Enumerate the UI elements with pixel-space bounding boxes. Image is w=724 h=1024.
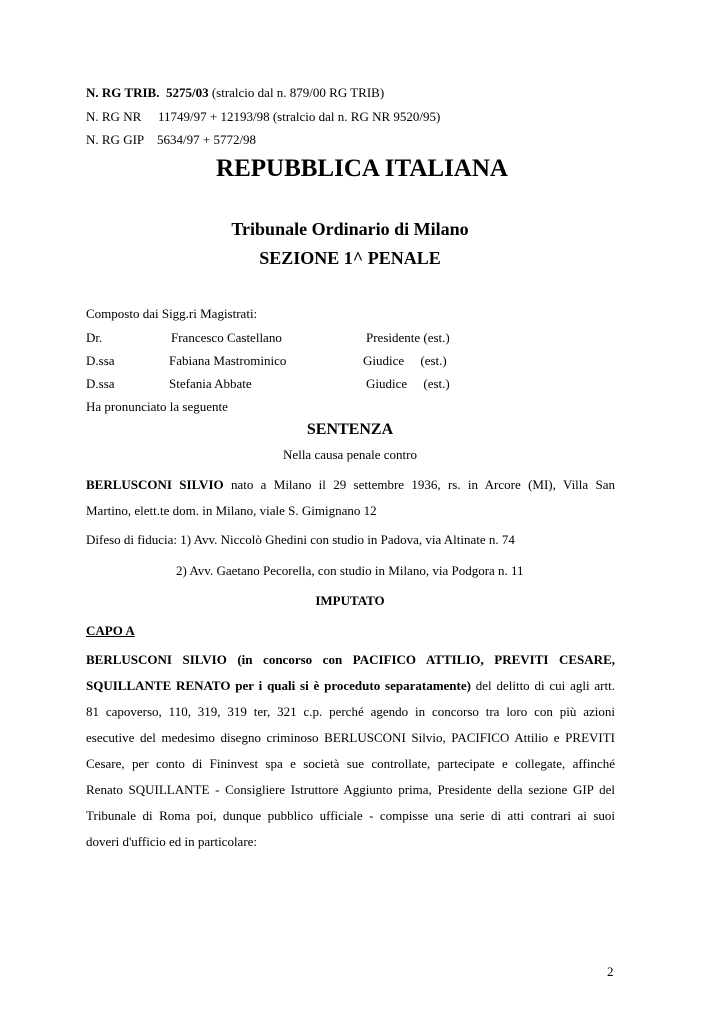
- sentenza-subheading: Nella causa penale contro: [283, 447, 417, 462]
- rg-gip-line: [86, 132, 256, 148]
- charge-line-2-text: del delitto di cui agli artt.: [470, 678, 615, 693]
- judge-name-3: Stefania Abbate: [169, 376, 252, 391]
- judge-title-2: D.ssa: [86, 353, 115, 368]
- rg-trib-number: 5275/03: [165, 85, 209, 100]
- charge-paragraph: [86, 647, 615, 855]
- charge-line-8: doveri d'ufficio ed in particolare:: [86, 834, 258, 849]
- defense-line-2: 2) Avv. Gaetano Pecorella, con studio in Milano, via Podgora n. 11: [176, 563, 524, 578]
- page-number: 2: [607, 964, 614, 979]
- document-title: REPUBBLICA ITALIANA: [216, 155, 508, 182]
- defendant-name: BERLUSCONI SILVIO: [86, 477, 224, 492]
- rg-nr-line: [86, 109, 440, 125]
- defendant-line-2: Martino, elett.te dom. in Milano, viale S. Gimignano 12: [86, 503, 377, 518]
- rg-gip-value: 5634/97 + 5772/98: [157, 132, 257, 147]
- sentenza-heading: SENTENZA: [306, 421, 394, 438]
- judge-name-2: Fabiana Mastrominico: [169, 353, 287, 368]
- charge-line-2-bold: SQUILLANTE RENATO per i quali si è proceduto separatamente): [86, 678, 471, 693]
- defendant-paragraph: [86, 472, 615, 524]
- charge-line-2: [86, 673, 615, 699]
- charge-line-6: Renato SQUILLANTE - Consigliere Istruttore Aggiunto prima, Presidente della sezione GIP del: [86, 782, 615, 797]
- capo-heading: CAPO A: [86, 623, 135, 638]
- judge-name-1: Francesco Castellano: [171, 330, 282, 345]
- rg-trib-label: N. RG TRIB.: [86, 85, 160, 100]
- imputato-heading: IMPUTATO: [315, 593, 385, 608]
- defendant-line-1-text: nato a Milano il 29 settembre 1936, rs. in Arcore (MI), Villa San: [230, 477, 615, 492]
- rg-trib-line: [86, 85, 384, 101]
- charge-line-3: 81 capoverso, 110, 319, 319 ter, 321 c.p. perché agendo in concorso tra loro con più azioni: [86, 704, 615, 719]
- composition-intro: Composto dai Sigg.ri Magistrati:: [86, 306, 258, 321]
- rg-gip-label: N. RG GIP: [86, 132, 145, 147]
- rg-nr-value: 11749/97 + 12193/98 (stralcio dal n. RG NR 9520/95): [158, 109, 441, 124]
- defense-line-1: Difeso di fiducia: 1) Avv. Niccolò Ghedini con studio in Padova, via Altinate n. 74: [86, 532, 515, 547]
- judge-title-3: D.ssa: [86, 376, 115, 391]
- judge-role-2: Giudice (est.): [363, 353, 447, 368]
- judge-title-1: Dr.: [86, 330, 103, 345]
- court-name: Tribunale Ordinario di Milano: [231, 219, 469, 239]
- charge-line-7: Tribunale di Roma poi, dunque pubblico ufficiale - compisse una serie di atti contrari ai suoi: [86, 808, 615, 823]
- rg-nr-label: N. RG NR: [86, 109, 142, 124]
- composition-outro: Ha pronunciato la seguente: [86, 399, 228, 414]
- charge-line-1: BERLUSCONI SILVIO (in concorso con PACIFICO ATTILIO, PREVITI CESARE,: [86, 652, 615, 667]
- defendant-line-1: [86, 472, 615, 498]
- court-section: SEZIONE 1^ PENALE: [259, 248, 441, 268]
- charge-line-4: esecutive del medesimo disegno criminoso BERLUSCONI Silvio, PACIFICO Attilio e PREVITI: [86, 730, 615, 745]
- judge-role-3: Giudice (est.): [366, 376, 450, 391]
- charge-line-5: Cesare, per conto di Fininvest spa e società sue controllate, partecipate e collegate, affinché: [86, 756, 615, 771]
- judge-role-1: Presidente (est.): [366, 330, 450, 345]
- rg-trib-note: (stralcio dal n. 879/00 RG TRIB): [211, 85, 385, 100]
